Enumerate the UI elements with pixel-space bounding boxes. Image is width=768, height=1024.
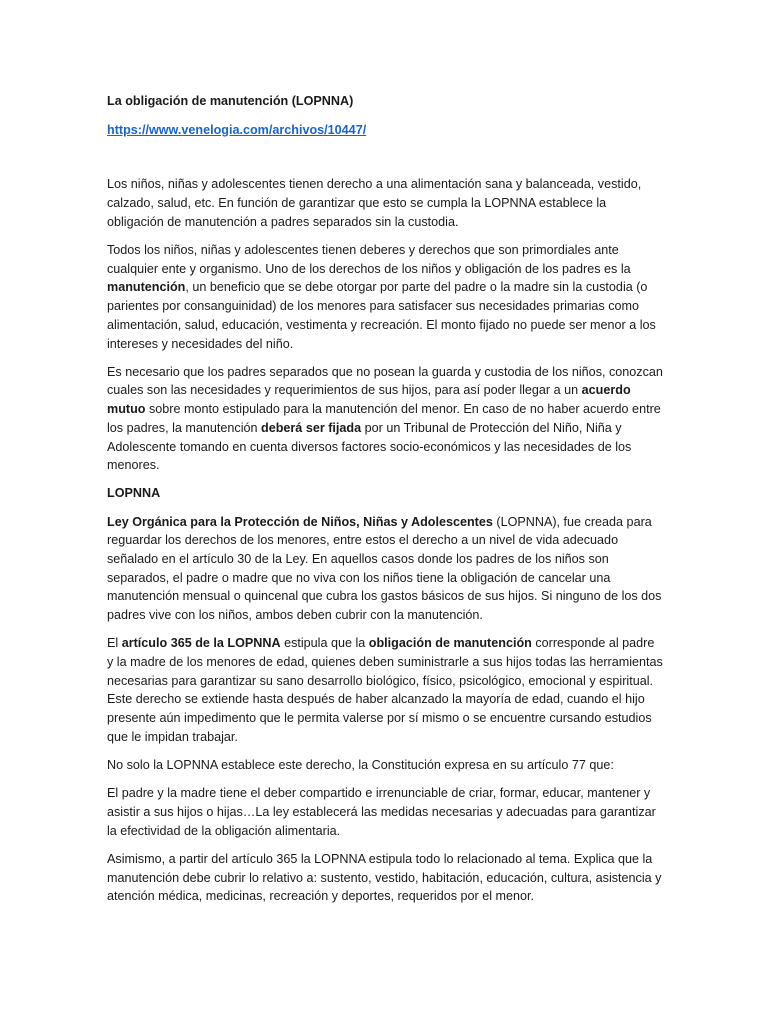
text-span: El bbox=[107, 636, 122, 651]
bold-text: acuerdo mutuo bbox=[107, 383, 631, 417]
paragraph-agreement bbox=[107, 363, 663, 475]
source-link[interactable]: https://www.venelogia.com/archivos/10447/ bbox=[107, 122, 367, 137]
bold-text: obligación de manutención bbox=[368, 636, 532, 651]
paragraph-rights bbox=[107, 241, 663, 353]
text-span: por un Tribunal de Protección del Niño, Niña y Adolescente tomando en cuenta diversos factores socio-económicos y las necesidades de los menores. bbox=[107, 420, 632, 473]
paragraph-intro: Los niños, niñas y adolescentes tienen derecho a una alimentación sana y balanceada, vestido, calzado, salud, etc. En función de garantizar que esto se cumpla la LOPNNA establece la obligación de manutención a padres separados sin la custodia. bbox=[107, 177, 642, 229]
text-span: (LOPNNA), fue creada para reguardar los derechos de los menores, entre estos el derecho a un nivel de vida adecuado señalado en el artículo 30 de la Ley. En aquellos casos donde los padres de los niños son separados, el padre o madre que no viva con los niños tiene la obligación de cancelar una manutención mensual o quincenal que cubra los gastos básicos de sus hijos. Si ninguno de los dos padres vive con los niños, ambos deben cubrir con la manutención. bbox=[107, 514, 662, 623]
text-span: Es necesario que los padres separados que no posean la guarda y custodia de los niños, conozcan cuales son las necesidades y requerimientos de sus hijos, para así poder llegar a un bbox=[107, 364, 663, 398]
paragraph-law bbox=[107, 513, 663, 625]
text-span: , un beneficio que se debe otorgar por parte del padre o la madre sin la custodia (o parientes por consanguinidad) de los menores para satisfacer sus necesidades primarias como alimentación, salud, educación, vestimenta y recreación. El monto fijado no puede ser menor a los intereses y necesidades del niño. bbox=[107, 280, 656, 351]
text-span: sobre monto estipulado para la manutención del menor. En caso de no haber acuerdo entre los padres, la manutención bbox=[107, 402, 661, 435]
document-title: La obligación de manutención (LOPNNA) bbox=[107, 94, 354, 108]
bold-text: artículo 365 de la LOPNNA bbox=[121, 636, 281, 651]
bold-text: deberá ser fijada bbox=[261, 420, 362, 435]
bold-text: Ley Orgánica para la Protección de Niños, Niñas y Adolescentes bbox=[107, 514, 493, 529]
text-span: Todos los niños, niñas y adolescentes tienen deberes y derechos que son primordiales ante cualquier ente y organismo. Uno de los derechos de los niños y obligación de los padres es la bbox=[107, 243, 631, 276]
bold-text: manutención bbox=[107, 280, 186, 295]
text-span: estipula que la bbox=[280, 636, 369, 651]
text-span: corresponde al padre y la madre de los menores de edad, quienes deben suministrarle a sus hijos todas las herramientas necesarias para garantizar su sano desarrollo biológico, físico, psicológico, emocional y espiritual. Este derecho se extiende hasta después de haber alcanzado la mayoría de edad, cuando el hijo presente aún impedimento que le permita valerse por sí mismo o se encuentre cursando estudios que le impidan trabajar. bbox=[107, 636, 663, 744]
section-heading-lopnna: LOPNNA bbox=[107, 486, 161, 501]
paragraph-constitution: No solo la LOPNNA establece este derecho, la Constitución expresa en su artículo 77 que: bbox=[107, 758, 614, 773]
paragraph-quote: El padre y la madre tiene el deber compartido e irrenunciable de criar, formar, educar, mantener y asistir a sus hijos o hijas…La ley establecerá las medidas necesarias y adecuadas para garantizar la efectividad de la obligación alimentaria. bbox=[107, 786, 656, 838]
paragraph-article-365 bbox=[107, 634, 663, 746]
paragraph-coverage: Asimismo, a partir del artículo 365 la LOPNNA estipula todo lo relacionado al tema. Explica que la manutención debe cubrir lo relativo a: sustento, vestido, habitación, educación, cultura, asistencia y atención médica, medicinas, recreación y deportes, requeridos por el menor. bbox=[107, 851, 662, 904]
document-page bbox=[107, 92, 663, 916]
